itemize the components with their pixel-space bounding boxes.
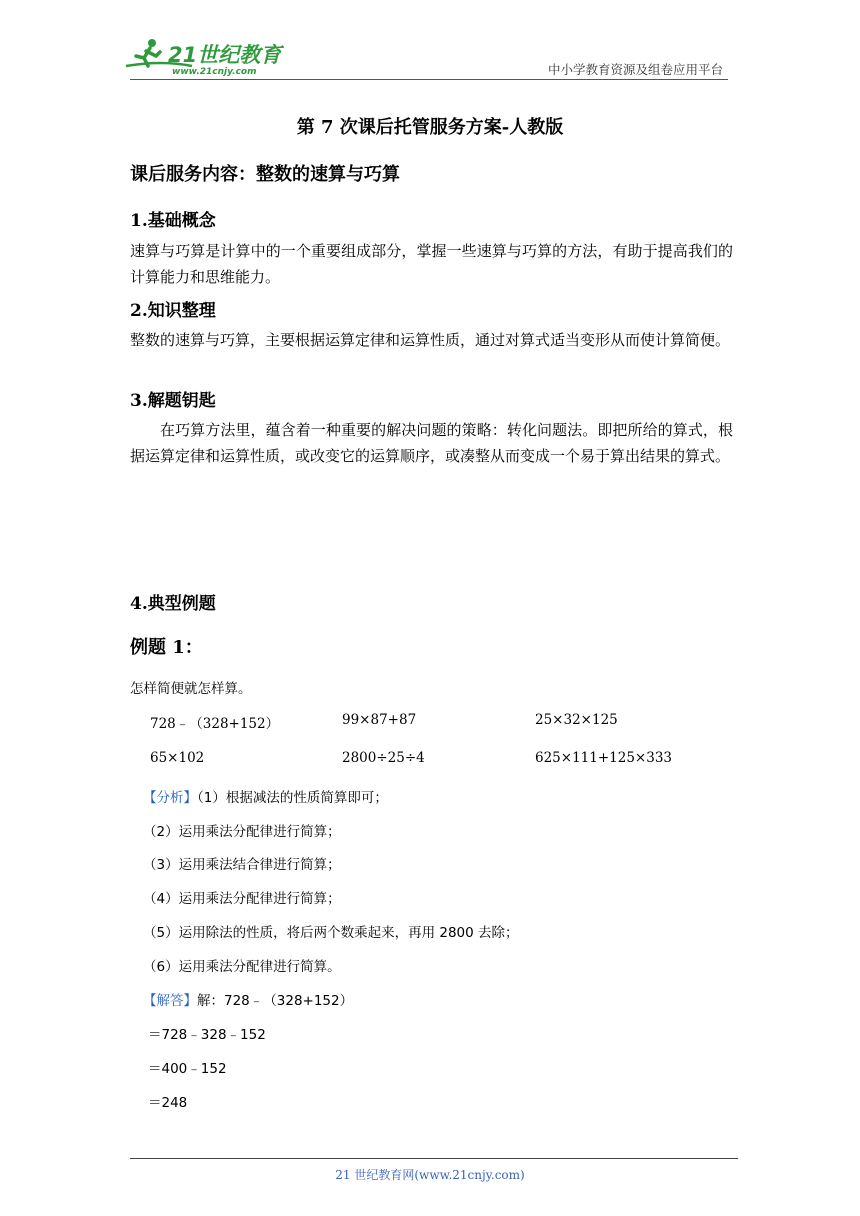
example-instruction: 怎样简便就怎样算。 — [130, 681, 252, 697]
answer-line-1 — [143, 989, 353, 1009]
answer-tag: 【解答】 — [143, 993, 197, 1009]
problem-2: 99×87+87 — [342, 712, 417, 728]
header-divider — [130, 79, 728, 80]
footer-link[interactable]: 21 世纪教育网(www.21cnjy.com) — [335, 1168, 525, 1182]
header-platform-text: 中小学教育资源及组卷应用平台 — [547, 62, 723, 77]
answer-step-1: ＝728﹣328﹣152 — [148, 1027, 266, 1043]
analysis-line-1 — [143, 786, 388, 806]
runner-logo-icon — [122, 36, 292, 78]
analysis-line-3: （3）运用乘法结合律进行简算； — [143, 857, 341, 873]
analysis-tag: 【分析】 — [143, 790, 197, 806]
problem-3: 25×32×125 — [535, 712, 618, 728]
analysis-line-5: （5）运用除法的性质，将后两个数乘起来，再用 2800 去除； — [143, 925, 519, 941]
svg-text:21世纪教育: 21世纪教育 — [168, 43, 282, 67]
section-heading-2: 2.知识整理 — [130, 301, 216, 321]
problem-6: 625×111+125×333 — [535, 750, 673, 766]
document-title: 第 7 次课后托管服务方案-人教版 — [296, 117, 564, 138]
footer-divider — [130, 1158, 738, 1159]
problem-5: 2800÷25÷4 — [342, 750, 425, 766]
section-text-1: 速算与巧算是计算中的一个重要组成部分，掌握一些速算与巧算的方法，有助于提高我们的计算能力和思维能力。 — [130, 242, 733, 286]
section-heading-4: 4.典型例题 — [130, 594, 216, 614]
problem-4: 65×102 — [150, 750, 205, 766]
analysis-line-2: （2）运用乘法分配律进行简算； — [143, 824, 341, 840]
analysis-line-4: （4）运用乘法分配律进行简算； — [143, 891, 341, 907]
problem-1: 728﹣（328+152） — [150, 716, 280, 732]
analysis-text: （1）根据减法的性质简算即可； — [197, 790, 388, 806]
answer-text: 解：728﹣（328+152） — [197, 993, 354, 1009]
answer-step-3: ＝248 — [148, 1095, 188, 1111]
section-text-3: 在巧算方法里，蕴含着一种重要的解决问题的策略：转化问题法。即把所给的算式，根据运算定律和运算性质，或改变它的运算顺序，或凑整从而变成一个易于算出结果的算式。 — [130, 421, 733, 465]
analysis-line-6: （6）运用乘法分配律进行简算。 — [143, 959, 341, 975]
svg-text:www.21cnjy.com: www.21cnjy.com — [172, 67, 257, 77]
site-logo[interactable] — [122, 36, 292, 78]
section-heading-3: 3.解题钥匙 — [130, 391, 216, 411]
section-heading-1: 1.基础概念 — [130, 211, 216, 231]
example-title: 例题 1： — [130, 637, 203, 658]
section-text-2: 整数的速算与巧算，主要根据运算定律和运算性质，通过对算式适当变形从而使计算简便。 — [130, 331, 731, 349]
answer-step-2: ＝400﹣152 — [148, 1061, 227, 1077]
service-content-heading: 课后服务内容：整数的速算与巧算 — [130, 164, 400, 185]
